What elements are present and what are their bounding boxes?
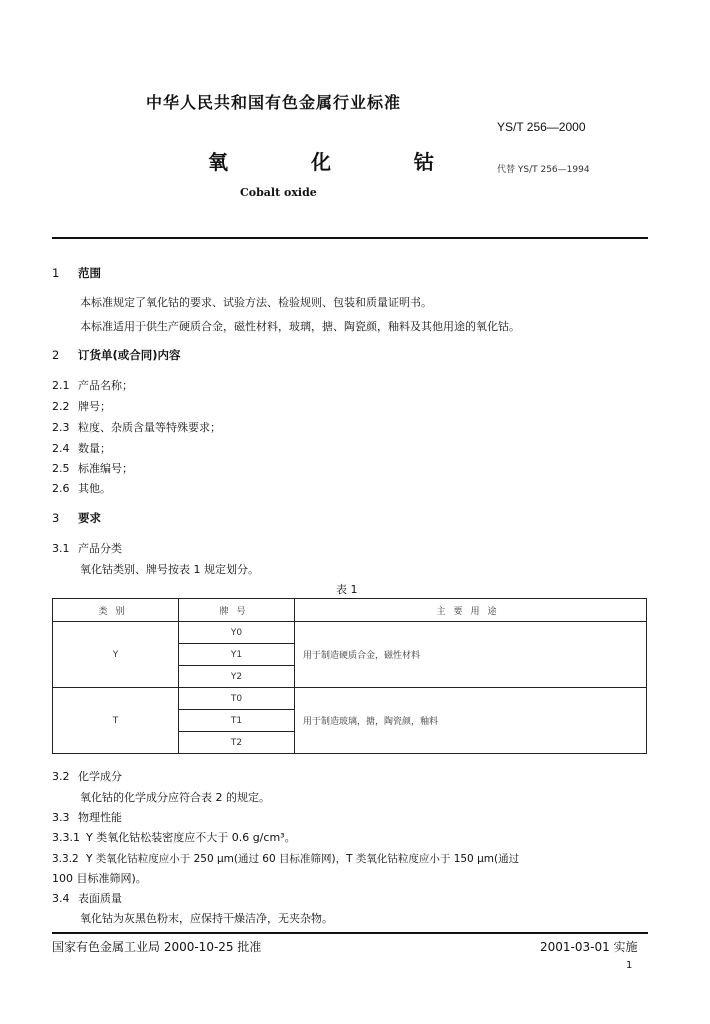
grade-cell: Y2 [179,666,295,688]
section-3-1-heading: 3.1 产品分类 [52,542,122,555]
section-3-4-heading: 3.4 表面质量 [52,892,122,905]
grade-cell: Y1 [179,644,295,666]
approval-line: 国家有色金属工业局 2000-10-25 批准 [52,940,262,954]
use-cell: 用于制造玻璃，搪，陶瓷颜，釉料 [295,688,647,754]
english-title: Cobalt oxide [240,186,317,199]
category-cell: Y [53,622,179,688]
section-3-4-text: 氧化钴为灰黑色粉末，应保持干燥洁净，无夹杂物。 [80,912,333,925]
list-item: 2.2 牌号； [52,400,111,413]
column-header-grade: 牌号 [179,599,295,622]
issuing-body-title: 中华人民共和国有色金属行业标准 [146,93,402,112]
table-row [53,688,647,710]
section-3-1-text: 氧化钴类别、牌号按表 1 规定划分。 [80,563,259,576]
table-header-row [53,599,647,622]
section-1-heading: 1 范围 [52,266,101,280]
grade-cell: T0 [179,688,295,710]
page-number: 1 [626,960,633,971]
section-3-2-text: 氧化钴的化学成分应符合表 2 的规定。 [80,791,270,804]
column-header-use: 主要用途 [295,599,647,622]
column-header-category: 类别 [53,599,179,622]
use-cell: 用于制造硬质合金，磁性材料 [295,622,647,688]
footer-divider [52,932,648,934]
header-divider [52,237,648,239]
grade-cell: T1 [179,710,295,732]
grade-cell: T2 [179,732,295,754]
section-3-3-2-text-continued: 100 目标准筛网)。 [52,872,147,885]
section-3-3-2-text: 3.3.2 Y 类氧化钴粒度应小于 250 μm(通过 60 目标准筛网)，T 类氧化钴粒度应小于 150 μm(通过 [52,853,520,865]
list-item: 2.5 标准编号； [52,462,133,475]
grade-cell: Y0 [179,622,295,644]
section-3-3-1-text: 3.3.1 Y 类氧化钴松装密度应不大于 0.6 g/cm³。 [52,831,296,844]
section-1-paragraph-1: 本标准规定了氧化钴的要求、试验方法、检验规则、包装和质量证明书。 [80,296,432,309]
section-3-3-heading: 3.3 物理性能 [52,811,122,824]
list-item: 2.6 其他。 [52,482,111,495]
section-3-heading: 3 要求 [52,511,101,525]
table-1 [52,598,647,754]
list-item: 2.3 粒度、杂质含量等特殊要求； [52,421,221,434]
category-cell: T [53,688,179,754]
list-item: 2.4 数量； [52,442,111,455]
section-2-heading: 2 订货单(或合同)内容 [52,348,181,362]
section-1-paragraph-2: 本标准适用于供生产硬质合金，磁性材料，玻璃，搪、陶瓷颜，釉料及其他用途的氧化钴。 [80,320,520,333]
replaces-standard: 代替 YS/T 256—1994 [497,165,590,175]
document-title: 氧 化 钴 [208,150,472,174]
list-item: 2.1 产品名称； [52,379,133,392]
standard-number: YS/T 256—2000 [497,120,586,134]
section-3-2-heading: 3.2 化学成分 [52,770,122,783]
table-1-caption: 表 1 [336,583,358,596]
effective-date: 2001-03-01 实施 [540,940,638,954]
table-row [53,622,647,644]
